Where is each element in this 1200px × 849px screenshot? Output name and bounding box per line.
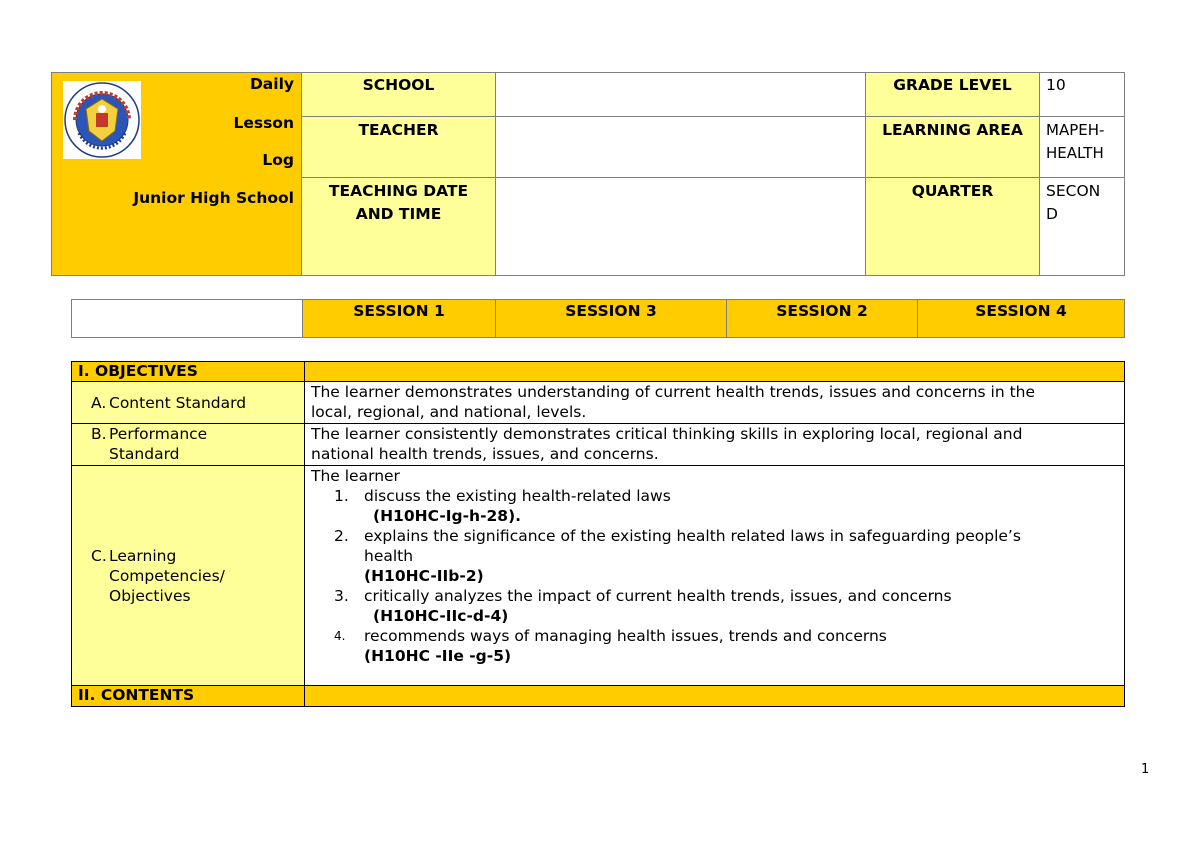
competency-text: critically analyzes the impact of current health trends, issues, and concerns (364, 587, 952, 605)
quarter-label: QUARTER (866, 178, 1040, 276)
area-value[interactable] (1040, 117, 1125, 178)
learning-competencies-text (305, 466, 1125, 686)
session-header-4: SESSION 4 (918, 300, 1125, 338)
competency-text-cont: health (364, 547, 414, 565)
date-label-line2: AND TIME (355, 205, 442, 223)
performance-standard-line2: national health trends, issues, and concerns. (311, 445, 659, 463)
performance-standard-label-line2: Standard (109, 445, 180, 463)
session-blank-cell (72, 300, 303, 338)
competency-text: recommends ways of managing health issues, trends and concerns (364, 627, 887, 645)
learning-competencies-label-line3: Objectives (109, 586, 191, 605)
competencies-list (311, 486, 1124, 666)
competency-text: discuss the existing health-related laws (364, 487, 671, 505)
title-lesson: Lesson (233, 114, 294, 132)
date-value[interactable] (496, 178, 866, 276)
competency-code: (H10HC-IIc-d-4) (373, 607, 509, 625)
date-label-line1: TEACHING DATE (328, 182, 469, 200)
area-value-line1: MAPEH- (1046, 121, 1105, 139)
competency-number: 1. (334, 487, 349, 505)
session-table (71, 299, 1125, 338)
grade-label: GRADE LEVEL (866, 73, 1040, 117)
deped-seal-logo (63, 81, 141, 159)
title-jhs: Junior High School (133, 189, 294, 207)
performance-standard-letter: B. (91, 425, 107, 443)
contents-heading: II. CONTENTS (72, 686, 305, 707)
session-header-2: SESSION 3 (496, 300, 727, 338)
content-standard-line2: local, regional, and national, levels. (311, 403, 587, 421)
list-item (311, 526, 1124, 586)
page-number: 1 (1141, 762, 1150, 777)
performance-standard-label-line1: Performance (109, 425, 208, 443)
list-item (311, 486, 1124, 526)
competency-text: explains the significance of the existing health related laws in safeguarding people’s (364, 527, 1021, 545)
performance-standard-line1: The learner consistently demonstrates critical thinking skills in exploring local, regional and (311, 425, 1023, 443)
competency-number: 4. (334, 629, 346, 643)
session-header-3: SESSION 2 (727, 300, 918, 338)
list-item (311, 626, 1124, 666)
performance-standard-text (305, 424, 1125, 466)
quarter-value-line2: D (1046, 205, 1058, 223)
grade-value[interactable]: 10 (1040, 73, 1125, 117)
date-label (302, 178, 496, 276)
competency-number: 3. (334, 587, 349, 605)
list-item (311, 586, 1124, 626)
objectives-table (71, 361, 1125, 707)
performance-standard-label (72, 424, 305, 466)
competency-code: (H10HC-IIb-2) (364, 567, 484, 585)
content-standard-letter: A. (91, 393, 107, 412)
title-log: Log (262, 151, 294, 169)
competencies-intro: The learner (311, 467, 400, 485)
school-value[interactable] (496, 73, 866, 117)
contents-heading-blank (305, 686, 1125, 707)
content-standard-label-text: Content Standard (109, 393, 247, 412)
quarter-value-line1: SECON (1046, 182, 1101, 200)
teacher-value[interactable] (496, 117, 866, 178)
competency-number: 2. (334, 527, 349, 545)
competency-code: (H10HC -IIe -g-5) (364, 647, 512, 665)
session-header-1: SESSION 1 (303, 300, 496, 338)
objectives-heading: I. OBJECTIVES (72, 362, 305, 382)
learning-competencies-label (72, 466, 305, 686)
objectives-heading-blank (305, 362, 1125, 382)
header-table (51, 72, 1125, 276)
content-standard-line1: The learner demonstrates understanding of current health trends, issues and concerns in the (311, 383, 1036, 401)
learning-competencies-label-line1: Learning (109, 546, 177, 565)
school-label: SCHOOL (302, 73, 496, 117)
learning-competencies-label-line2: Competencies/ (109, 566, 225, 585)
learning-competencies-letter: C. (91, 546, 107, 565)
teacher-label: TEACHER (302, 117, 496, 178)
competency-code: (H10HC-Ig-h-28). (373, 507, 522, 525)
area-value-line2: HEALTH (1046, 144, 1104, 162)
quarter-value[interactable] (1040, 178, 1125, 276)
content-standard-text (305, 382, 1125, 424)
title-cell (52, 73, 302, 276)
area-label: LEARNING AREA (866, 117, 1040, 178)
title-daily: Daily (249, 75, 294, 93)
content-standard-label (72, 382, 305, 424)
